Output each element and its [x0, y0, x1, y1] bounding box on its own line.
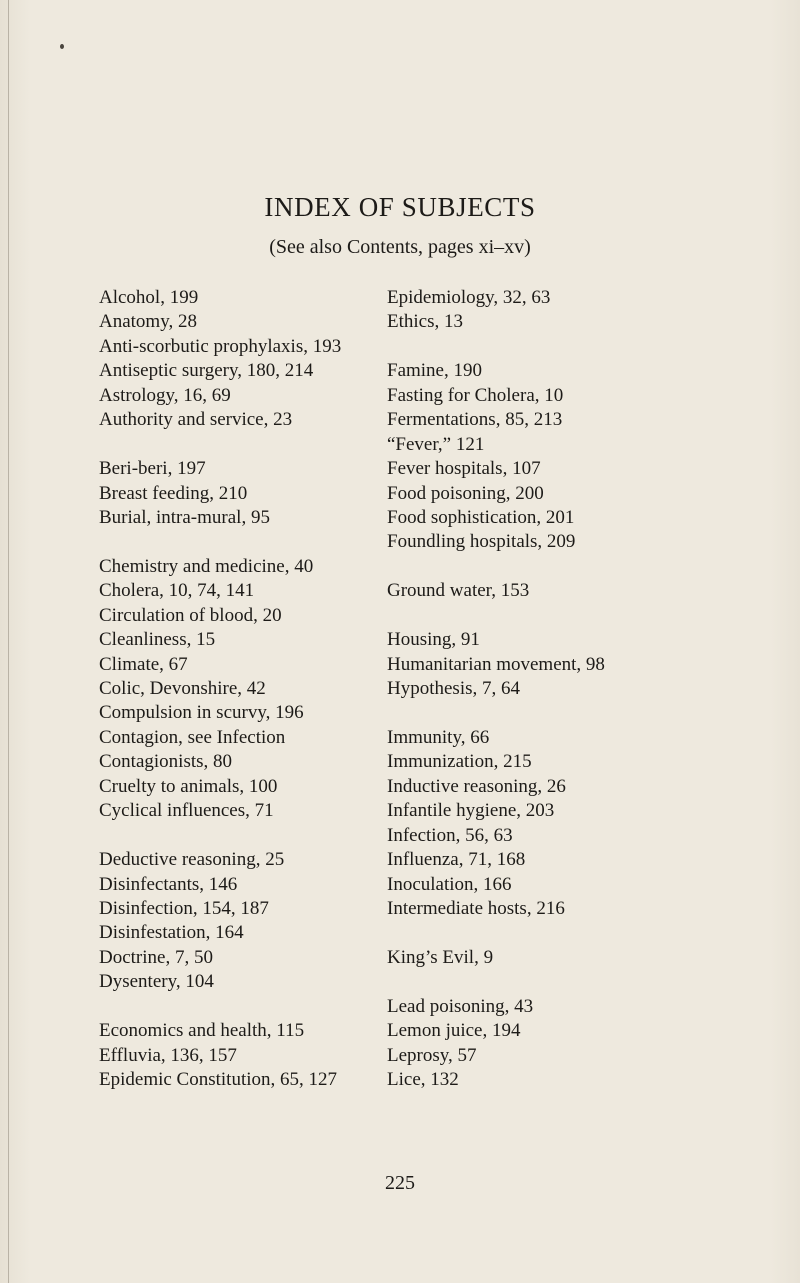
index-entry: Breast feeding, 210 [99, 482, 248, 504]
section-gap [387, 701, 605, 725]
index-entry: Intermediate hosts, 216 [387, 897, 565, 919]
index-entry: Food sophistication, 201 [387, 506, 575, 528]
index-entry: Beri-beri, 197 [99, 458, 206, 480]
index-entry: Burial, intra-mural, 95 [99, 506, 270, 528]
section-gap [387, 555, 605, 579]
index-entry: Inoculation, 166 [387, 873, 512, 895]
index-entry: Doctrine, 7, 50 [99, 946, 213, 968]
section-gap [387, 604, 605, 628]
index-entry: Infection, 56, 63 [387, 824, 513, 846]
index-subtitle: (See also Contents, pages xi–xv) [269, 236, 531, 258]
index-entry: Contagionists, 80 [99, 751, 233, 773]
index-entry: Antiseptic surgery, 180, 214 [99, 360, 314, 382]
index-entry: Ground water, 153 [387, 580, 530, 602]
index-entry: Cleanliness, 15 [99, 629, 216, 651]
index-entry: Effluvia, 136, 157 [99, 1044, 237, 1066]
index-entry: Disinfectants, 146 [99, 873, 238, 895]
index-entry: Inductive reasoning, 26 [387, 775, 566, 797]
index-entry: Humanitarian movement, 98 [387, 653, 605, 675]
index-entry: Disinfection, 154, 187 [99, 897, 269, 919]
index-entry: Cholera, 10, 74, 141 [99, 580, 255, 602]
index-entry: Economics and health, 115 [99, 1020, 305, 1042]
index-entry: Lice, 132 [387, 1069, 459, 1090]
index-entry: Fermentations, 85, 213 [387, 409, 563, 431]
index-entry: Astrology, 16, 69 [99, 384, 231, 406]
section-gap [99, 824, 341, 848]
index-entry: Foundling hospitals, 209 [387, 531, 576, 553]
index-entry: Fever hospitals, 107 [387, 458, 541, 480]
index-entry: Chemistry and medicine, 40 [99, 555, 314, 577]
index-entry: Lead poisoning, 43 [387, 995, 534, 1017]
index-entry: Lemon juice, 194 [387, 1020, 521, 1042]
index-entry: Famine, 190 [387, 360, 482, 382]
index-entry: Housing, 91 [387, 629, 480, 651]
index-entry: Cyclical influences, 71 [99, 800, 274, 822]
index-entry: Food poisoning, 200 [387, 482, 544, 504]
index-entry: Dysentery, 104 [99, 971, 214, 993]
right-index-column [387, 286, 605, 1092]
index-entry: Leprosy, 57 [387, 1044, 477, 1066]
index-title: INDEX OF SUBJECTS [264, 192, 536, 222]
section-gap [387, 921, 605, 945]
page-number: 225 [385, 1172, 415, 1194]
index-entry: Circulation of blood, 20 [99, 604, 282, 626]
index-entry: Contagion, see Infection [99, 726, 286, 748]
index-entry: Cruelty to animals, 100 [99, 775, 278, 797]
index-entry: Epidemiology, 32, 63 [387, 287, 551, 308]
index-entry: Epidemic Constitution, 65, 127 [99, 1069, 338, 1090]
section-gap [99, 433, 341, 457]
index-entry: Influenza, 71, 168 [387, 849, 526, 871]
index-entry: Immunization, 215 [387, 751, 532, 773]
section-gap [387, 335, 605, 359]
index-entry: Authority and service, 23 [99, 409, 293, 431]
index-entry: Anti-scorbutic prophylaxis, 193 [99, 335, 342, 357]
index-entry: Infantile hygiene, 203 [387, 800, 555, 822]
index-entry: Hypothesis, 7, 64 [387, 678, 520, 699]
index-entry: Compulsion in scurvy, 196 [99, 702, 304, 724]
index-entry: Alcohol, 199 [99, 287, 199, 308]
index-entry: King’s Evil, 9 [387, 946, 494, 968]
section-gap [99, 995, 341, 1019]
index-entry: Colic, Devonshire, 42 [99, 678, 266, 699]
index-entry: Deductive reasoning, 25 [99, 849, 285, 871]
index-entry: Climate, 67 [99, 653, 188, 675]
section-gap [99, 530, 341, 554]
index-entry: “Fever,” 121 [387, 433, 485, 455]
index-entry: Disinfestation, 164 [99, 922, 244, 944]
ink-speck [60, 44, 64, 49]
index-entry: Anatomy, 28 [99, 311, 197, 333]
index-entry: Ethics, 13 [387, 311, 463, 333]
left-index-column [99, 286, 341, 1092]
index-entry: Immunity, 66 [387, 726, 490, 748]
index-entry: Fasting for Cholera, 10 [387, 384, 564, 406]
section-gap [387, 970, 605, 994]
